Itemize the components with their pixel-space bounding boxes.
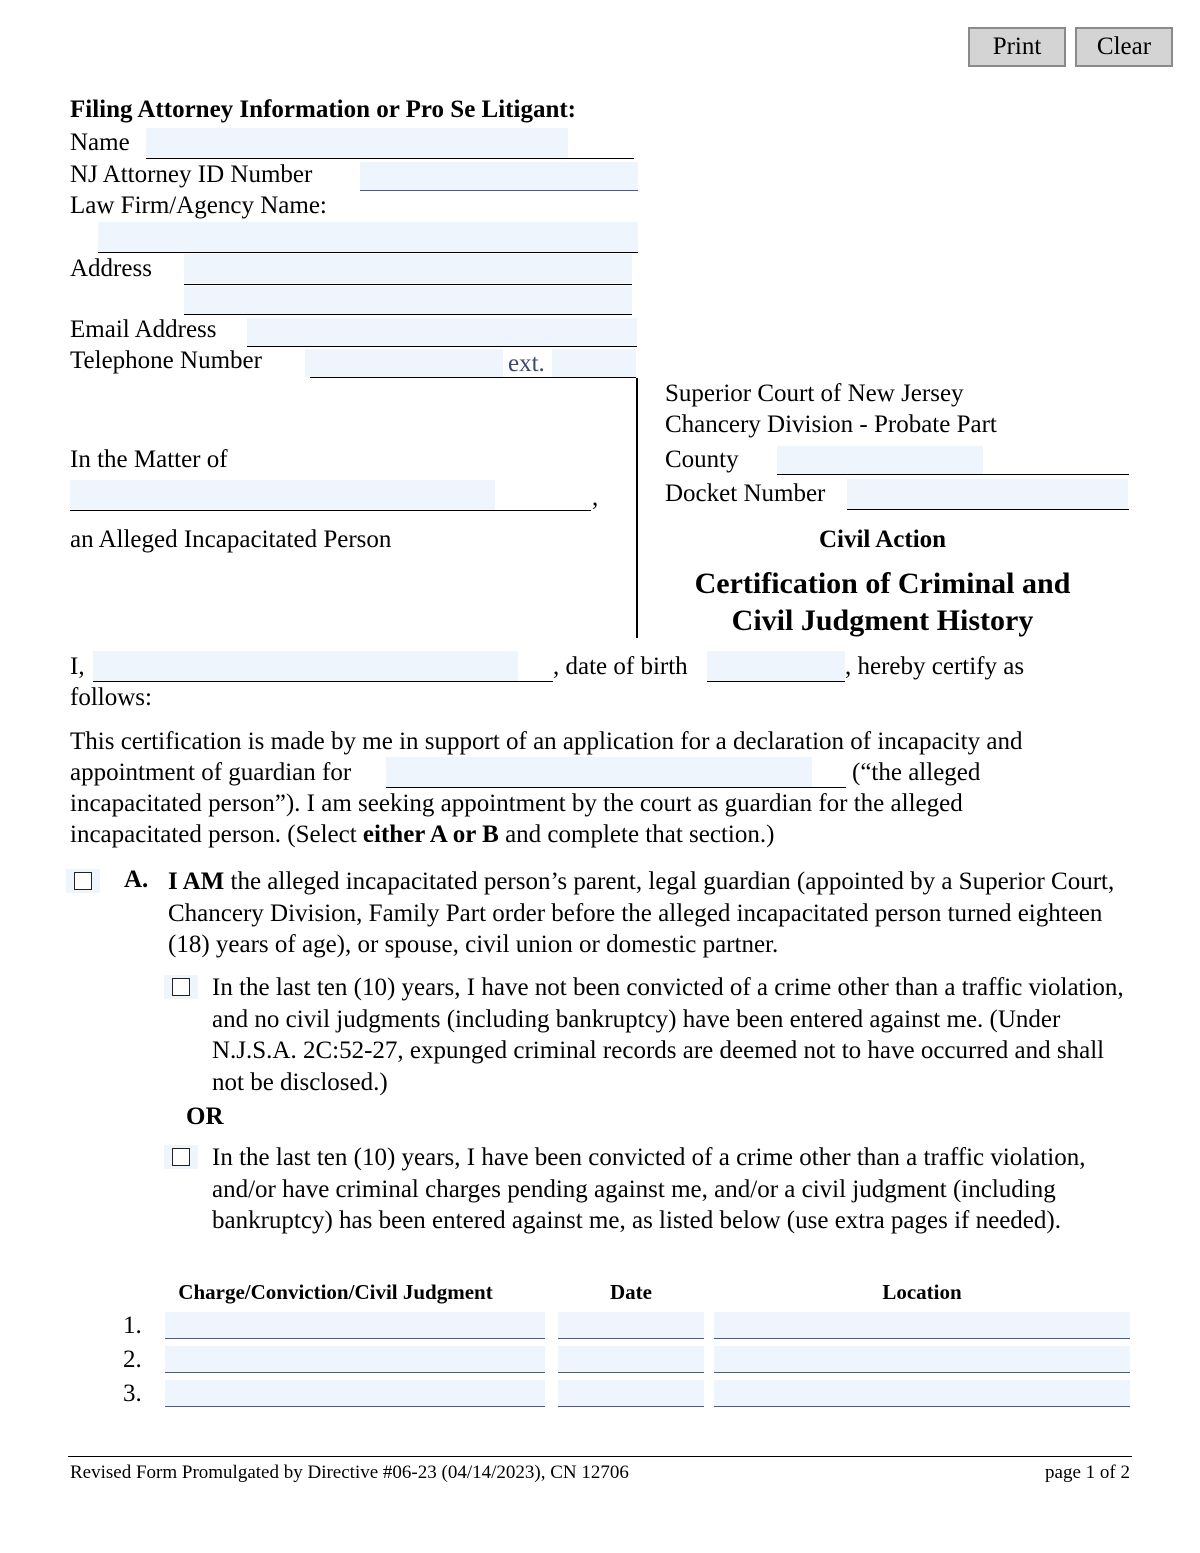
- option1-checkbox[interactable]: [164, 975, 198, 999]
- certify-prefix: I,: [70, 653, 85, 680]
- intro-line1: This certification is made by me in support of an application for a declaration of incapacity and: [70, 728, 1023, 755]
- print-button[interactable]: Print: [968, 27, 1066, 67]
- footer-rule: [68, 1456, 1132, 1457]
- phone-label: Telephone Number: [70, 347, 262, 374]
- section-a-text: [168, 866, 1143, 961]
- phone-field[interactable]: [305, 349, 503, 377]
- certifier-name-field[interactable]: [93, 651, 518, 681]
- intro-line4-a: incapacitated person. (Select: [70, 821, 363, 848]
- matter-underline: [70, 510, 591, 511]
- docket-number-field[interactable]: [847, 479, 1128, 509]
- address-line2-underline: [184, 314, 632, 315]
- checkbox-square-icon: [74, 872, 92, 890]
- email-label: Email Address: [70, 316, 217, 343]
- dob-field[interactable]: [707, 651, 845, 681]
- checkbox-square-icon: [172, 1148, 190, 1166]
- matter-label: In the Matter of: [70, 446, 228, 473]
- or-label: OR: [186, 1103, 224, 1130]
- guardian-for-field[interactable]: [386, 757, 812, 787]
- option1-text: In the last ten (10) years, I have not been convicted of a crime other than a traffic violation, and no civil judgments (including bankruptcy) have been entered against me. (Under N.J.S.A. 2C:52-27, expunged criminal records are deemed not to have occurred and shall not be disclosed.): [212, 974, 1124, 1096]
- table-header-charge: Charge/Conviction/Civil Judgment: [178, 1280, 493, 1304]
- county-field[interactable]: [777, 446, 983, 474]
- email-underline: [247, 346, 637, 347]
- attorney-id-field[interactable]: [360, 162, 638, 190]
- address-label: Address: [70, 255, 152, 282]
- checkbox-square-icon: [172, 978, 190, 996]
- attorney-id-underline: [360, 190, 638, 191]
- phone-underline: [310, 377, 636, 378]
- name-label: Name: [70, 129, 130, 156]
- name-underline: [146, 158, 634, 159]
- table-row-number: 2.: [123, 1346, 142, 1373]
- intro-line2-suffix: (“the alleged: [852, 759, 981, 786]
- address-line1-underline: [184, 284, 632, 285]
- county-label: County: [665, 446, 739, 473]
- row3-date-field[interactable]: [558, 1380, 704, 1407]
- email-field[interactable]: [247, 318, 637, 346]
- section-a-checkbox[interactable]: [66, 869, 100, 893]
- phone-ext-field[interactable]: [552, 349, 636, 377]
- guardian-for-underline: [386, 787, 846, 788]
- filer-heading: Filing Attorney Information or Pro Se Litigant:: [70, 96, 576, 123]
- address-line2-field[interactable]: [184, 286, 632, 314]
- footer-page-number: page 1 of 2: [1045, 1462, 1130, 1483]
- dob-label: , date of birth: [553, 653, 688, 680]
- row2-location-field[interactable]: [714, 1346, 1130, 1373]
- row2-charge-field[interactable]: [165, 1346, 545, 1373]
- caption-divider: [636, 378, 638, 638]
- certifier-name-underline: [93, 681, 553, 682]
- firm-underline: [98, 252, 638, 253]
- court-division: Chancery Division - Probate Part: [665, 411, 997, 438]
- name-field[interactable]: [146, 128, 568, 158]
- option2-text: In the last ten (10) years, I have been convicted of a crime other than a traffic violation, and/or have criminal charges pending against me, and/or a civil judgment (including bankruptcy) has been entered against me, as listed below (use extra pages if needed).: [212, 1144, 1086, 1234]
- section-a-letter: A.: [124, 866, 149, 893]
- section-a-bold: I AM: [168, 868, 225, 895]
- certify-follows: follows:: [70, 684, 152, 711]
- matter-comma: ,: [592, 484, 599, 511]
- table-header-location: Location: [882, 1280, 962, 1304]
- county-underline: [777, 474, 1129, 475]
- clear-button[interactable]: Clear: [1075, 27, 1173, 67]
- intro-line2-prefix: appointment of guardian for: [70, 759, 352, 786]
- matter-name-field[interactable]: [70, 480, 495, 510]
- address-line1-field[interactable]: [184, 254, 632, 283]
- row3-charge-field[interactable]: [165, 1380, 545, 1407]
- section-a-body: the alleged incapacitated person’s parent, legal guardian (appointed by a Superior Court, Chancery Division, Family Part order before the alleged incapacitated person turned eighteen (18) years of age), or spouse, civil union or domestic partner.: [168, 868, 1115, 958]
- intro-line3: incapacitated person”). I am seeking appointment by the court as guardian for the alleged: [70, 790, 963, 817]
- court-name: Superior Court of New Jersey: [665, 380, 964, 407]
- option2-checkbox[interactable]: [164, 1145, 198, 1169]
- row3-location-field[interactable]: [714, 1380, 1130, 1407]
- docket-label: Docket Number: [665, 480, 826, 507]
- intro-line4-bold: either A or B: [362, 821, 499, 848]
- firm-field[interactable]: [98, 222, 638, 252]
- table-row-number: 1.: [123, 1312, 142, 1339]
- intro-line4: [70, 821, 774, 849]
- form-title-line1: Certification of Criminal and: [694, 567, 1071, 600]
- row2-date-field[interactable]: [558, 1346, 704, 1373]
- ext-label: ext.: [508, 350, 545, 377]
- footer-form-info: Revised Form Promulgated by Directive #06-23 (04/14/2023), CN 12706: [70, 1462, 629, 1483]
- row1-date-field[interactable]: [558, 1312, 704, 1339]
- intro-line4-b: and complete that section.): [498, 821, 775, 848]
- dob-underline: [707, 681, 845, 682]
- row1-charge-field[interactable]: [165, 1312, 545, 1339]
- certify-suffix: , hereby certify as: [845, 653, 1025, 680]
- civil-action-label: Civil Action: [818, 526, 947, 553]
- table-row-number: 3.: [123, 1380, 142, 1407]
- firm-label: Law Firm/Agency Name:: [70, 192, 327, 219]
- row1-location-field[interactable]: [714, 1312, 1130, 1339]
- docket-underline: [847, 509, 1129, 510]
- form-title-line2: Civil Judgment History: [731, 604, 1034, 637]
- attorney-id-label: NJ Attorney ID Number: [70, 161, 313, 188]
- alleged-person-label: an Alleged Incapacitated Person: [70, 526, 392, 553]
- table-header-date: Date: [610, 1280, 652, 1304]
